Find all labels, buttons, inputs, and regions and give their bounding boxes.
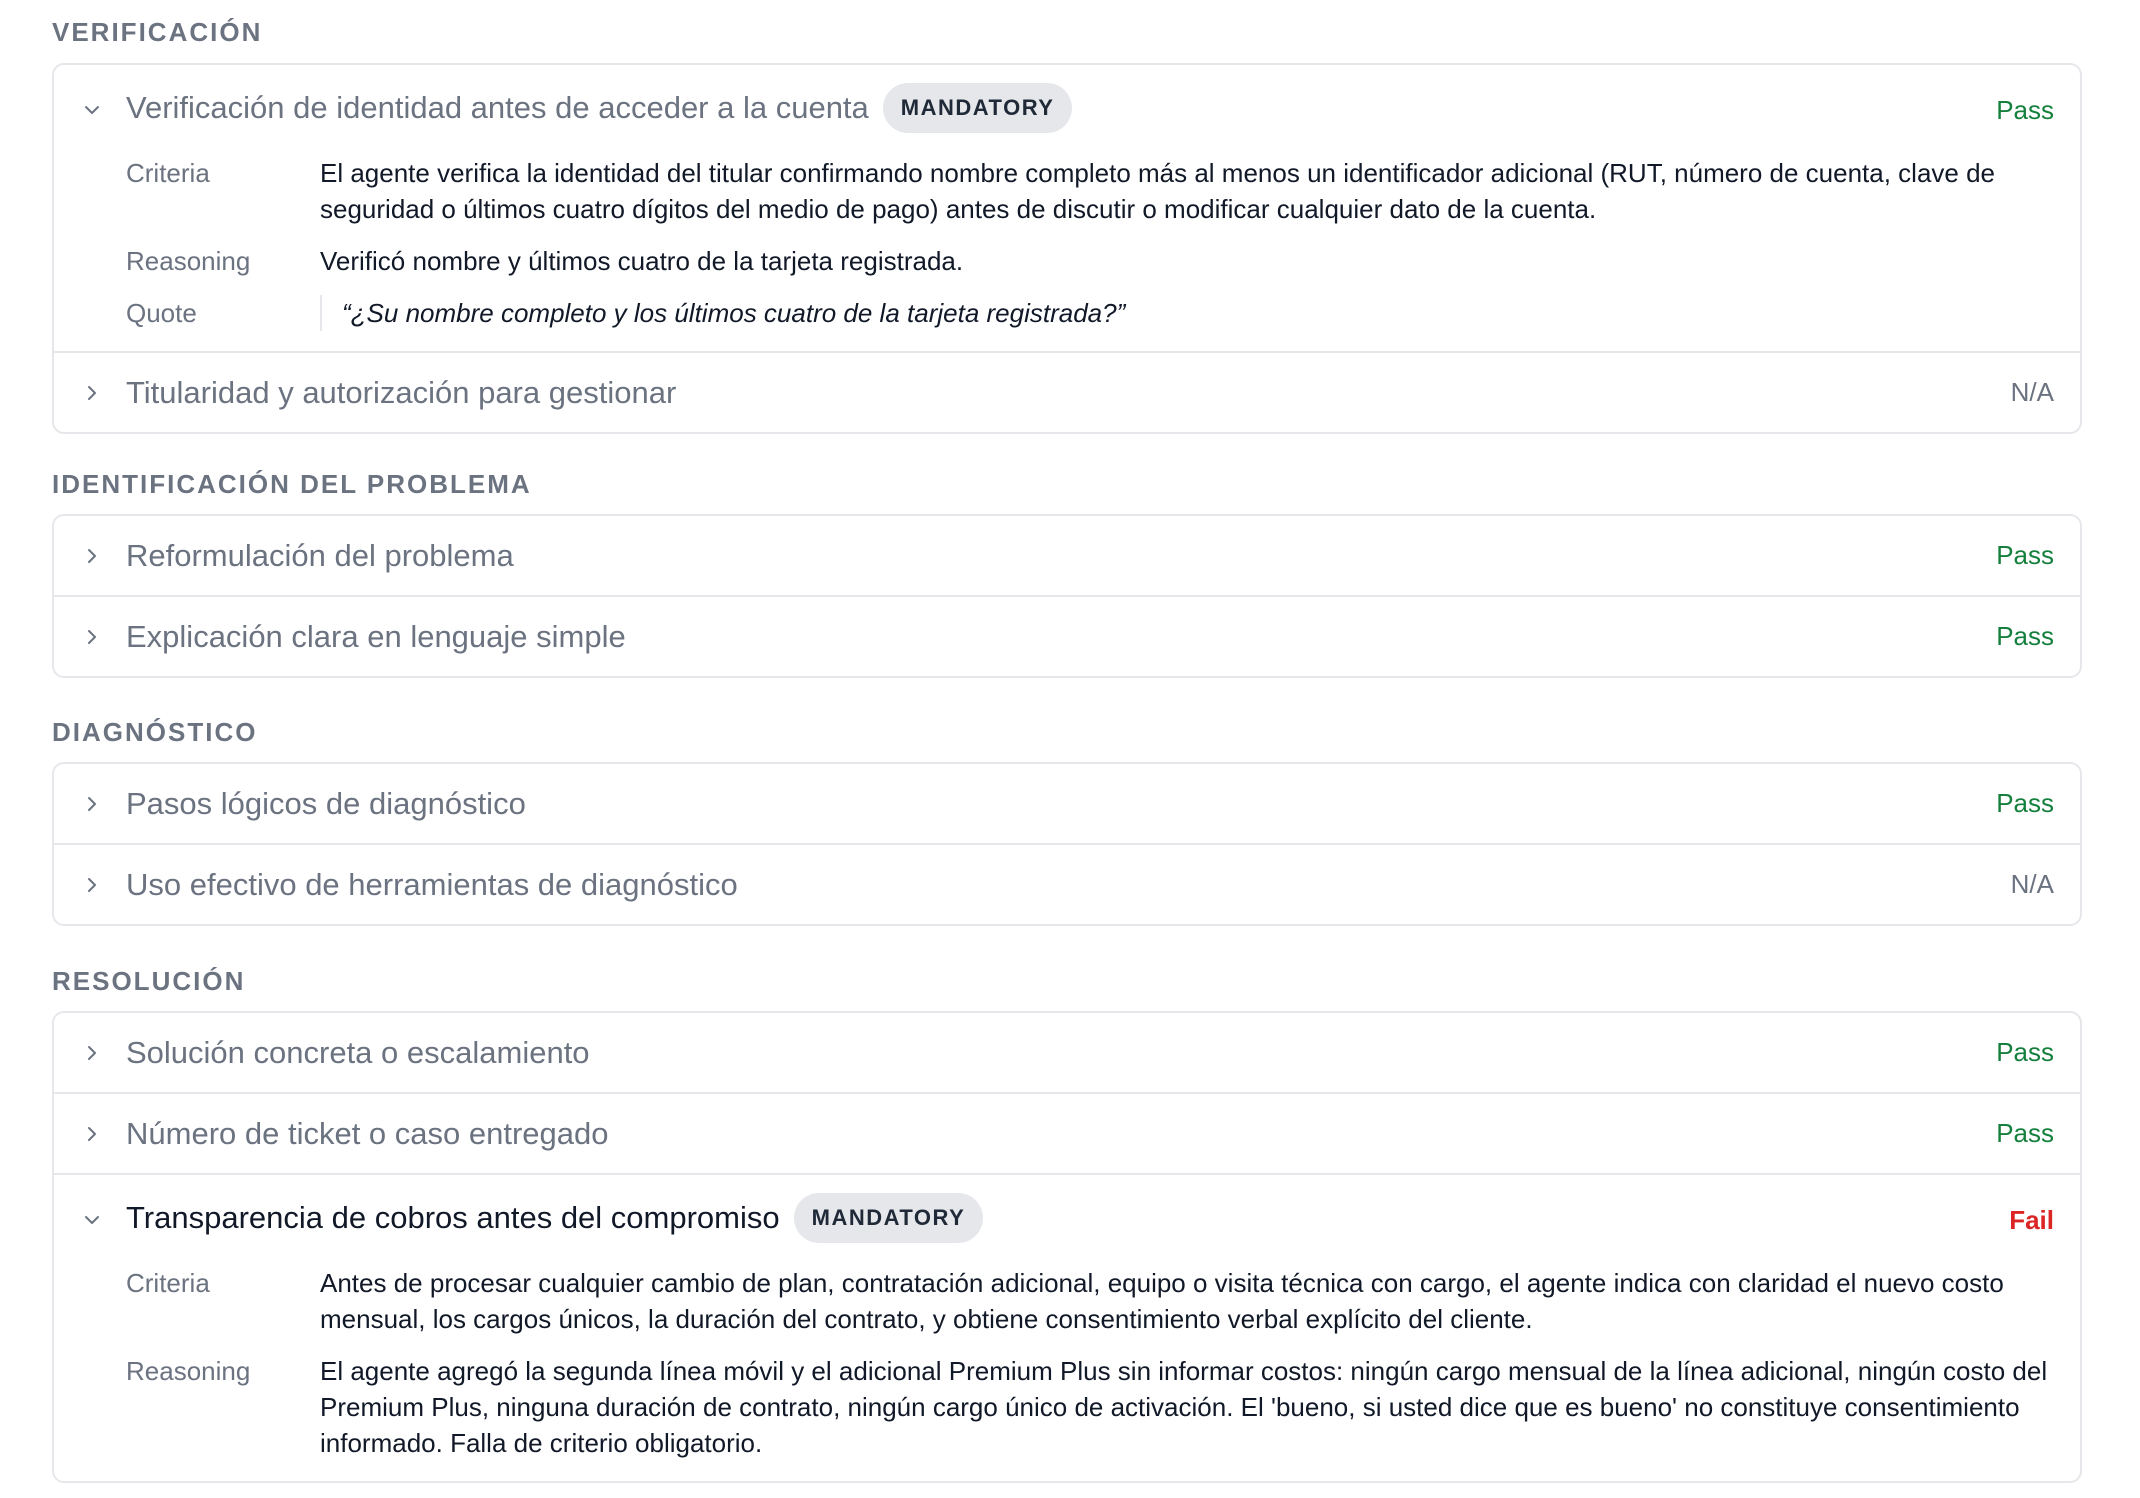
criterion-header[interactable] <box>54 1013 2080 1092</box>
mandatory-badge: MANDATORY <box>794 1193 984 1243</box>
status-pass: Pass <box>1996 788 2054 818</box>
status-na: N/A <box>2010 869 2054 899</box>
criterion-header[interactable] <box>54 65 2080 155</box>
criterion-row <box>54 1092 2080 1173</box>
chevron-right-icon[interactable] <box>84 1045 100 1061</box>
criterion-title: Transparencia de cobros antes del compromiso MANDATORY <box>126 1195 983 1245</box>
criterion-title: Titularidad y autorización para gestionar <box>126 374 677 410</box>
criterion-title: Solución concreta o escalamiento <box>126 1034 590 1070</box>
chevron-right-icon[interactable] <box>84 548 100 564</box>
chevron-down-icon[interactable] <box>84 102 100 118</box>
reasoning-text: Verificó nombre y últimos cuatro de la tarjeta registrada. <box>320 246 964 276</box>
section-card <box>52 63 2082 434</box>
criterion-details <box>54 155 2080 351</box>
criterion-header[interactable] <box>54 1094 2080 1173</box>
criteria-row <box>126 155 2054 227</box>
criteria-label: Criteria <box>126 1268 210 1298</box>
section-resolucion <box>52 964 2082 998</box>
reasoning-row <box>126 1353 2054 1461</box>
quote-text: “¿Su nombre completo y los últimos cuatro de la tarjeta registrada?” <box>320 295 2054 331</box>
criterion-details <box>54 1265 2080 1481</box>
criterion-title: Número de ticket o caso entregado <box>126 1115 609 1151</box>
section-identificacion <box>52 467 2082 501</box>
criterion-row <box>54 595 2080 676</box>
section-title: IDENTIFICACIÓN DEL PROBLEMA <box>52 469 532 499</box>
section-card <box>52 1011 2082 1483</box>
status-na: N/A <box>2010 377 2054 407</box>
status-pass: Pass <box>1996 94 2054 125</box>
mandatory-badge: MANDATORY <box>883 83 1073 133</box>
quote-label: Quote <box>126 298 197 328</box>
chevron-right-icon[interactable] <box>84 1126 100 1142</box>
section-card <box>52 514 2082 678</box>
reasoning-text: El agente agregó la segunda línea móvil y el adicional Premium Plus sin informar costos: ningún cargo mensual de la línea adicional, ningún costo del Premium Plus, ninguna duración de contrato, ningún cargo único de activación. El 'bueno, si usted dice que es bueno' no constituye consentimiento informado. Falla de criterio obligatorio. <box>320 1356 2048 1458</box>
criteria-row <box>126 1265 2054 1337</box>
reasoning-label: Reasoning <box>126 246 251 276</box>
section-diagnostico <box>52 715 2082 749</box>
criterion-title: Explicación clara en lenguaje simple <box>126 618 626 654</box>
chevron-right-icon[interactable] <box>84 629 100 645</box>
criteria-label: Criteria <box>126 158 210 188</box>
status-pass: Pass <box>1996 1037 2054 1067</box>
chevron-right-icon[interactable] <box>84 877 100 893</box>
criterion-row <box>54 1013 2080 1092</box>
chevron-down-icon[interactable] <box>84 1212 100 1228</box>
section-card <box>52 762 2082 926</box>
reasoning-label: Reasoning <box>126 1356 251 1386</box>
criteria-text: El agente verifica la identidad del titular confirmando nombre completo más al menos un identificador adicional (RUT, número de cuenta, clave de seguridad o últimos cuatro dígitos del medio de pago) antes de discutir o modificar cualquier dato de la cuenta. <box>320 158 1996 224</box>
criterion-row <box>54 1173 2080 1481</box>
criterion-row <box>54 764 2080 843</box>
criterion-header[interactable] <box>54 597 2080 676</box>
section-title: RESOLUCIÓN <box>52 966 246 996</box>
reasoning-row <box>126 243 2054 279</box>
criterion-row <box>54 516 2080 595</box>
criterion-row <box>54 65 2080 351</box>
chevron-right-icon[interactable] <box>84 385 100 401</box>
quote-row <box>126 295 2054 331</box>
criterion-title: Verificación de identidad antes de acceder a la cuenta MANDATORY <box>126 85 1072 135</box>
criterion-header[interactable] <box>54 764 2080 843</box>
chevron-right-icon[interactable] <box>84 796 100 812</box>
criterion-header[interactable] <box>54 1175 2080 1265</box>
criteria-text: Antes de procesar cualquier cambio de plan, contratación adicional, equipo o visita técnica con cargo, el agente indica con claridad el nuevo costo mensual, los cargos únicos, la duración del contrato, y obtiene consentimiento verbal explícito del cliente. <box>320 1268 2004 1334</box>
status-pass: Pass <box>1996 540 2054 570</box>
status-pass: Pass <box>1996 1118 2054 1148</box>
criterion-title: Reformulación del problema <box>126 537 514 573</box>
criterion-row <box>54 351 2080 432</box>
criterion-row <box>54 843 2080 924</box>
criterion-title: Pasos lógicos de diagnóstico <box>126 785 526 821</box>
section-verificacion <box>52 15 2082 49</box>
section-title: DIAGNÓSTICO <box>52 717 258 747</box>
status-pass: Pass <box>1996 621 2054 651</box>
criterion-header[interactable] <box>54 353 2080 432</box>
status-fail: Fail <box>2009 1204 2054 1235</box>
section-title: VERIFICACIÓN <box>52 17 263 47</box>
criterion-header[interactable] <box>54 845 2080 924</box>
criterion-title: Uso efectivo de herramientas de diagnóstico <box>126 866 738 902</box>
criterion-header[interactable] <box>54 516 2080 595</box>
